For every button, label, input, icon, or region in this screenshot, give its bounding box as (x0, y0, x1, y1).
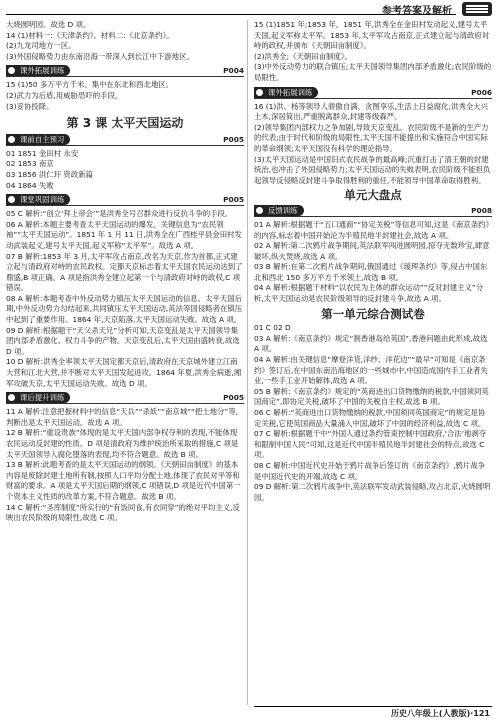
answer-item: 07 C 解析:根据题干中“外国人通过条约管束控制中国政府,‘合法’地剥夺和限制中国人民”可知,这是近代中国半殖民地半封建社会的特点,故选 C 项。 (254, 429, 487, 460)
book-logo-icon (462, 2, 492, 16)
text-line: 03 1856 洪仁玕 资政新篇 (6, 169, 93, 179)
column-divider (247, 20, 248, 705)
text-line: (3)外国侵略势力由东南沿海一带深入到长江中下游地区。 (6, 51, 194, 61)
section-label: 课后提升训练 (6, 392, 70, 403)
unit-test-title: 第一单元综合测试卷 (321, 306, 425, 321)
answer-item: (3)太平天国运动是中国旧式农民战争的最高峰;沉重打击了清王朝的封建统治,也冲击了外国侵略势力;太平天国运动的失败表明,农民阶级不能担负起领导反侵略反封建斗争取得胜利的重任,不能领导中国革命取得胜利。 (254, 154, 491, 185)
answer-item: (2)领导集团内部权力之争加剧,导致天京变乱。农民阶级不是新的生产力的代表;由于时代和阶级的局限性,太平天国不能提出和实施符合中国实际的革命纲领;太平天国没有科学的理论指导。 (254, 122, 489, 153)
section-bar (6, 194, 244, 206)
section-bar (6, 134, 244, 146)
text-line: (3)妥协投降。 (6, 101, 54, 111)
page-code: P005 (223, 134, 244, 144)
page-code: P004 (223, 66, 244, 76)
answer-item: 13 B 解析:此题考查的是太平天国运动的纲领。《天朝田亩制度》的基本内容是废除封建土地所有制,按照人口平均分配土地,体现了农民对平等和财富的要求。A 项是太平天国后期的纲领,C 项错误,D 项是近代中国第一个资本主义性质的改革方案,不符合题意。故选 B 项。 (6, 460, 241, 501)
answer-item: (3)中外反动势力的联合镇压;太平天国领导集团内部矛盾激化;农民阶级的局限性。 (254, 62, 492, 82)
answer-item: 11 A 解析:注意把握材料中的信息“天兵”“杀妖”“南京城”“把土地分”等,判断出是太平天国运动。故选 A 项。 (6, 407, 239, 427)
answer-item: 03 B 解析:在第二次鸦片战争期间,俄国通过《瑷珲条约》等,侵占中国东北和西北 150 多万平方千米领土,故选 B 项。 (254, 262, 488, 282)
answer-item: 01 A 解析:根据题干“五口通商”“协定关税”等信息可知,这是《南京条约》的内容,标志着中国开始沦为半殖民地半封建社会,故选 A 项。 (254, 219, 490, 240)
answer-item: 06 A 解析:本题主要考查太平天国运动的爆发。关键信息为“农民领袖”“太平天国运动”。1851 年 1 月 11 日,洪秀全在广西桂平县金田村发动武装起义,建号太平天国,起义军称“太平军”。故选 A 项。 (6, 219, 242, 250)
answer-item: (2)洪秀全;《天朝田亩制度》。 (254, 51, 352, 61)
section-label: 反馈训练 (254, 205, 304, 216)
footer-text: 历史八年级上(人教版)·121 (390, 709, 490, 718)
page-header (0, 0, 500, 18)
text-line: 大烧圆明园。故选 D 项。 (6, 20, 91, 29)
text-line: 01 1851 金田村 永安 (6, 148, 79, 158)
section-bar (6, 392, 244, 404)
page-code: P008 (471, 205, 492, 215)
unit-title: 单元大盘点 (344, 188, 402, 203)
section-label: 课外拓展训练 (254, 87, 318, 98)
section-bar (6, 65, 244, 77)
page-code: P005 (223, 195, 244, 205)
answer-item: 09 D 解析:根据题干“天父杀天兄”分析可知,天京变乱是太平天国领导集团内部矛盾激化、权力斗争的产物。天京变乱后,太平天国由盛转衰,故选 D 项。 (6, 325, 240, 356)
text-line: 02 1853 南京 (6, 159, 54, 169)
footer-rule (254, 706, 492, 707)
page-footer (0, 704, 500, 720)
answer-item: 16 (1)洪、杨等领导人骄傲自满、贪图享乐,生活上日益腐化;洪秀全大兴土木,深居简出,严重脱离群众,封建等级森严。 (254, 101, 489, 122)
answer-item: 07 B 解析:1853 年 3 月,太平军攻占南京,改名为天京,作为首都,正式建立起与清政府对峙的农民政权。定都天京标志着太平天国农民运动达到了鼎盛,B 项正确。A 项是指洪秀全建立起第一个与清政府对峙的政权,C 项错误。 (6, 251, 243, 293)
answer-item: 06 C 解析:“英商进出口货物缴纳的税款,中国须同英国商定”的规定是协定关税,它使英国商品大量涌入中国,破坏了中国的经济利益,故选 C 项。 (254, 408, 486, 428)
section-label: 课外拓展训练 (6, 65, 70, 76)
text-line: 14 (1)材料一:《天津条约》。材料二:《北京条约》。 (6, 30, 174, 40)
text-line: 15 (1)50 多万平方千米。集中在东北和西北地区。 (6, 80, 174, 90)
text-line: 04 1864 失败 (6, 180, 54, 190)
answer-item: 04 A 解析:由关键信息“摩登洋货,洋纱、洋花边”“最早”可知是《南京条约》签订后,在中国东南沿海地区的一些城市中,中国造成国内手工业者失业,一些手工业开始解体,故选 A 项。 (254, 355, 488, 386)
header-title: 参考答案及解析 (382, 6, 452, 17)
page-code: P005 (223, 393, 244, 403)
text-line: (2)武力为后盾,用威胁恐吓的手段。 (6, 90, 123, 100)
answer-item: 08 A 解析:本题考查中外反动势力镇压太平天国运动的信息。太平天国后期,中外反动势力勾结起来,共同镇压太平天国运动,英法等国侵略者在镇压中起到了重要作用。1864 年,天京陷落,太平天国运动失败。故选 A 项。 (6, 293, 243, 325)
section-bar (254, 205, 492, 217)
answer-item: 02 A 解析:第二次鸦片战争期间,英法联军闯进圆明园,掠夺无数珍宝,肆意破坏,纵火焚烧,故选 A 项。 (254, 241, 490, 261)
answer-item: 03 A 解析:《南京条约》规定“割香港岛给英国”,香港问题由此形成,故选 A 项。 (254, 333, 488, 354)
page-code: P006 (471, 87, 492, 97)
answer-item: 05 B 解析:《南京条约》规定的“英商进出口货物缴纳的税款,中国须同英国商定”,即协定关税,破坏了中国的关税自主权,故选 B 项。 (254, 386, 489, 407)
answer-item: 05 C 解析:“创立‘拜上帝会’”是洪秀全号召群众进行反抗斗争的手段。 (6, 209, 233, 219)
answer-item: 12 B 解析:“重设贵族”体现的是太平天国内部争权夺利的表现,不能体现农民运动反封建的性质。D 项是清政府为维护统治所采取的措施,C 项是太平天国领导人腐化堕落的表现,均不符合题意。故选 B 项。 (6, 428, 239, 459)
answer-item: 01 C 02 D (254, 323, 291, 333)
right-column (254, 20, 492, 503)
section-label: 课前自主预习 (6, 134, 70, 145)
section-label: 课堂巩固训练 (6, 194, 70, 205)
section-bar (254, 87, 492, 99)
answer-item: 04 A 解析:根据题干材料“以农民为主体的群众运动”“反对封建主义”分析,太平天国运动是农民阶级领导的反封建斗争,故选 A 项。 (254, 283, 484, 304)
answer-item: 15 (1)1851 年;1853 年。1851 年,洪秀全在金田村发动起义,建号太平天国,起义军称太平军。1853 年,太平军攻占南京,正式建立起与清政府对峙的政权,并颁布《天朝田亩制度》。 (254, 20, 490, 51)
text-line: (2)九龙司地方一区。 (6, 41, 76, 51)
answer-item: 09 D 解析:第二次鸦片战争中,英法联军发动武装侵略,攻占北京,火烧圆明园。 (254, 482, 491, 502)
lesson-title: 第 3 课 太平天国运动 (66, 116, 184, 131)
answer-item: 10 D 解析:洪秀全率领太平天国定都天京后,清政府在天京城外建立江南大营和江北大营,并不断对太平天国发起进攻。1864 年夏,洪秀全病逝,湘军攻破天京,太平天国运动失败。故选 D 项。 (6, 357, 242, 388)
left-column (6, 20, 244, 524)
lead-answers (6, 20, 244, 62)
answer-item: 14 C 解析:“圣库制度”所实行的“有饭同食,有衣同穿”的绝对平均主义,反映出农民阶级的局限性,故选 C 项。 (6, 502, 240, 523)
answer-item: 08 C 解析:中国近代史开始于鸦片战争后签订的《南京条约》,鸦片战争是中国近代史的开端,故选 C 项。 (254, 460, 486, 481)
